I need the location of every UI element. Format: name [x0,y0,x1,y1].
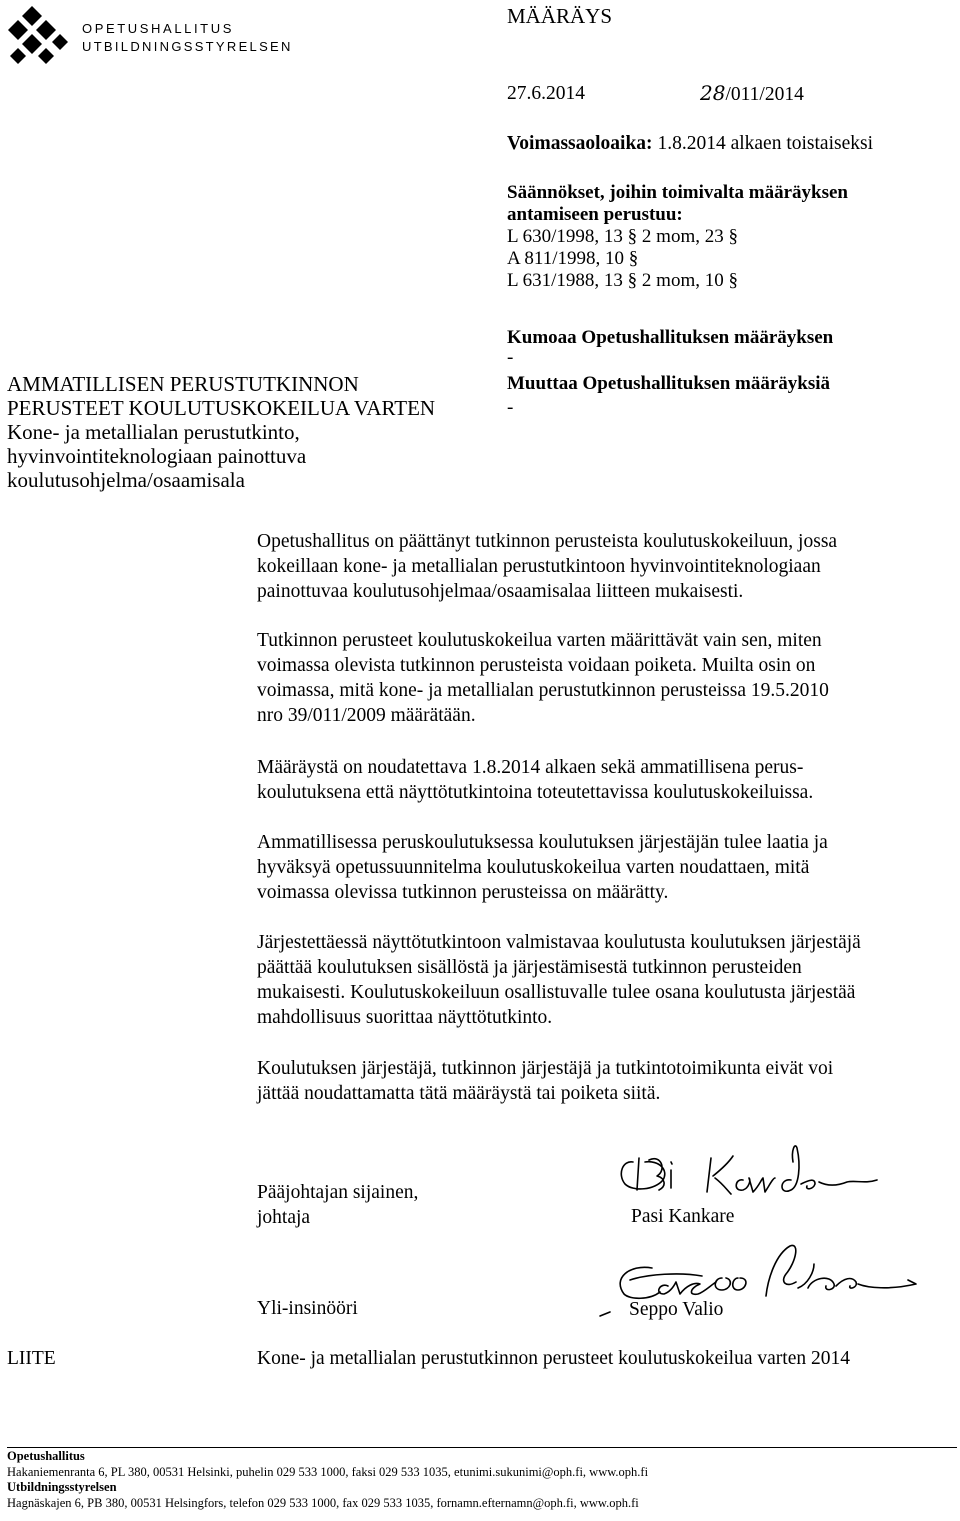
amends-value: - [507,397,514,418]
paragraph-line: Ammatillisessa peruskoulutuksessa koulutuksen järjestäjän tulee laatia ja [257,832,828,853]
title-line: Kone- ja metallialan perustutkinto, [7,420,300,444]
amends-label: Muuttaa Opetushallituksen määräyksiä [507,373,831,394]
paragraph-line: jättää noudattamatta tätä määräystä tai poiketa siitä. [257,1083,661,1104]
footer [7,1449,648,1511]
basis-laws [507,226,738,292]
footer-address-fi: Hakaniemenranta 6, PL 380, 00531 Helsinki, puhelin 029 533 1000, faksi 029 533 1035, etunimi.sukunimi@oph.fi, www.oph.fi [7,1464,649,1479]
paragraph-line: Opetushallitus on päättänyt tutkinnon perusteista koulutuskokeiluun, jossa [257,531,838,552]
first-signer-role [257,1180,418,1230]
second-signer-role: Yli-insinööri [257,1298,358,1319]
second-signer-name: Seppo Valio [629,1299,724,1320]
title-line: PERUSTEET KOULUTUSKOKEILUA VARTEN [7,396,436,420]
oph-logo-icon [4,4,72,68]
paragraph-5 [257,930,947,1030]
validity [507,132,873,155]
basis-heading [507,182,848,226]
paragraph-line: koulutuksena että näyttötutkintoina toteutettavissa koulutuskokeiluissa. [257,782,814,803]
paragraph-line: nro 39/011/2009 määrätään. [257,705,476,726]
footer-org-sv: Utbildningsstyrelsen [7,1480,117,1494]
paragraph-4 [257,830,947,905]
footer-divider [7,1447,957,1448]
first-signer-name: Pasi Kankare [631,1206,735,1227]
paragraph-line: mahdollisuus suorittaa näyttötutkinto. [257,1007,553,1028]
paragraph-line: mukaisesti. Koulutuskokeiluun osallistuvalle tulee osana koulutusta järjestää [257,982,856,1003]
paragraph-line: Tutkinnon perusteet koulutuskokeilua varten määrittävät vain sen, miten [257,630,822,651]
basis-heading-line1: Säännökset, joihin toimivalta määräyksen [507,182,848,203]
law-item: A 811/1998, 10 § [507,248,639,269]
paragraph-2 [257,628,947,728]
doc-date: 27.6.2014 [507,83,585,104]
signature-kankare-icon [615,1140,885,1205]
role-line: johtaja [257,1207,311,1228]
validity-label: Voimassaoloaika: [507,133,653,154]
repeals-value: - [507,347,514,368]
appendix-label: LIITE [7,1348,56,1369]
law-item: L 631/1988, 13 § 2 mom, 10 § [507,270,738,291]
appendix-text: Kone- ja metallialan perustutkinnon perusteet koulutuskokeilua varten 2014 [257,1348,850,1369]
doc-type: MÄÄRÄYS [507,4,613,28]
doc-number-suffix: /011/2014 [725,84,804,105]
title-line: AMMATILLISEN PERUSTUTKINNON [7,372,359,396]
org-name-fi: OPETUSHALLITUS [82,21,234,36]
footer-address-sv: Hagnäskajen 6, PB 380, 00531 Helsingfors, telefon 029 533 1000, fax 029 533 1035, fornamn.efternamn@oph.fi, www.oph.fi [7,1495,639,1510]
paragraph-line: kokeillaan kone- ja metallialan perustutkintoon hyvinvointiteknologiaan [257,556,821,577]
paragraph-3 [257,755,947,805]
title-line: hyvinvointiteknologiaan painottuva [7,444,307,468]
basis-heading-line2: antamiseen perustuu: [507,204,683,225]
paragraph-line: voimassa olevissa tutkinnon perusteissa on määrätty. [257,882,669,903]
role-line: Pääjohtajan sijainen, [257,1182,419,1203]
validity-value: 1.8.2014 alkaen toistaiseksi [657,133,873,154]
paragraph-line: voimassa, mitä kone- ja metallialan perustutkinnon perusteissa 19.5.2010 [257,680,829,701]
footer-org-fi: Opetushallitus [7,1449,85,1463]
document-title [7,372,435,492]
paragraph-1 [257,529,947,604]
paragraph-6 [257,1056,947,1106]
paragraph-line: Järjestettäessä näyttötutkintoon valmistavaa koulutusta koulutuksen järjestäjä [257,932,861,953]
paragraph-line: voimassa olevista tutkinnon perusteista voidaan poiketa. Muilta osin on [257,655,816,676]
doc-number [700,82,804,106]
paragraph-line: Koulutuksen järjestäjä, tutkinnon järjestäjä ja tutkintotoimikunta eivät voi [257,1058,834,1079]
repeals-label: Kumoaa Opetushallituksen määräyksen [507,327,834,348]
paragraph-line: Määräystä on noudatettava 1.8.2014 alkaen sekä ammatillisena perus- [257,757,804,778]
org-name-sv: UTBILDNINGSSTYRELSEN [82,39,293,54]
paragraph-line: hyväksyä opetussuunnitelma koulutuskokeilua varten noudattaen, mitä [257,857,810,878]
doc-number-handwritten: 28 [700,81,726,105]
paragraph-line: painottuvaa koulutusohjelmaa/osaamisalaa liitteen mukaisesti. [257,581,744,602]
law-item: L 630/1998, 13 § 2 mom, 23 § [507,226,738,247]
title-line: koulutusohjelma/osaamisala [7,468,245,492]
paragraph-line: päättää koulutuksen sisällöstä ja järjestämisestä tutkinnon perusteiden [257,957,802,978]
